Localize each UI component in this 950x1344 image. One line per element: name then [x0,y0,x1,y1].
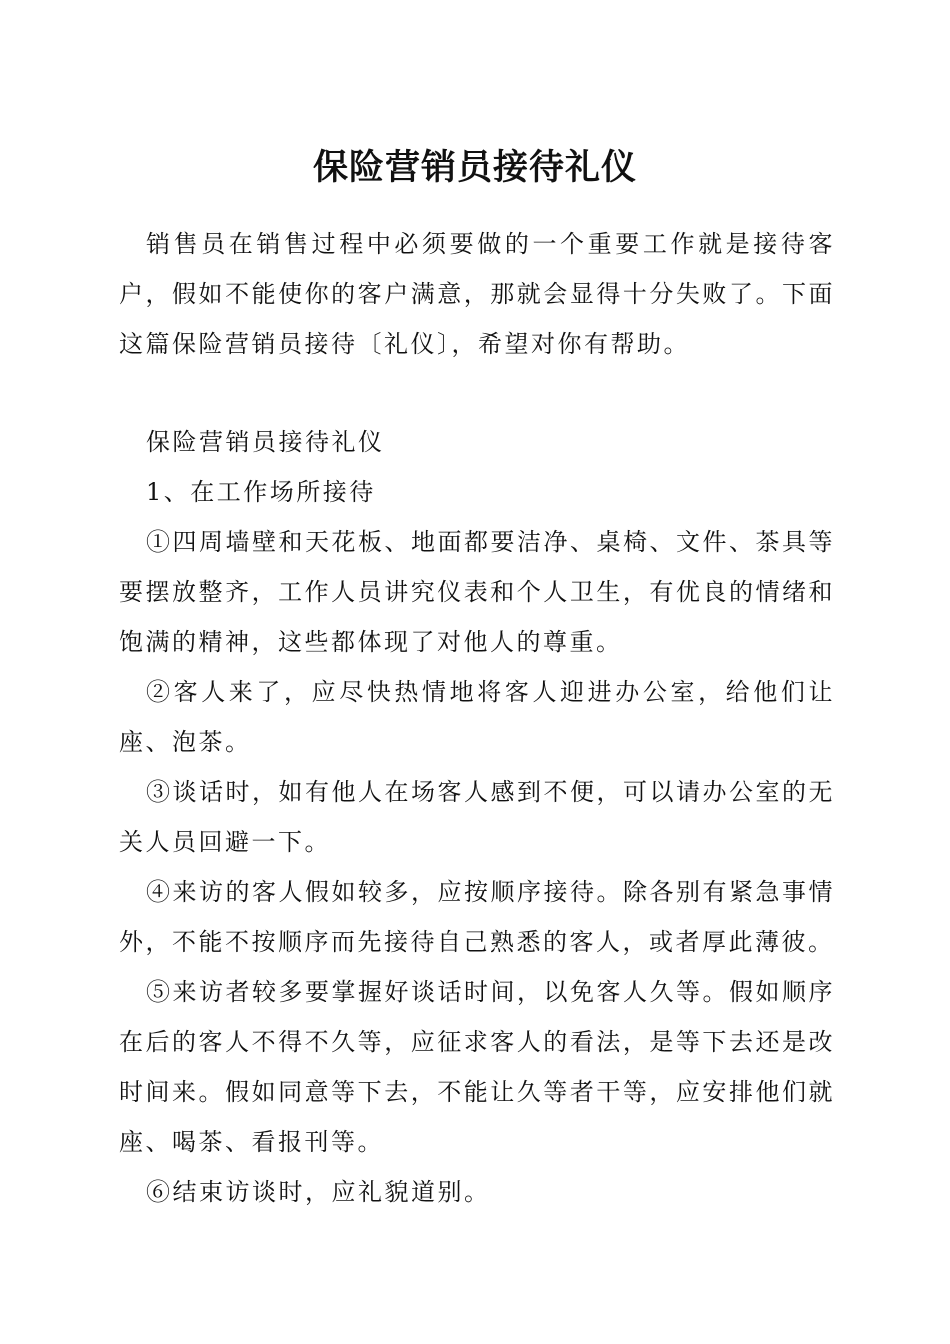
paragraph-2: ②客人来了，应尽快热情地将客人迎进办公室，给他们让座、泡茶。 [119,678,835,756]
page-title: 保险营销员接待礼仪 [312,147,637,188]
paragraph-3: ③谈话时，如有他人在场客人感到不便，可以请办公室的无关人员回避一下。 [119,778,835,856]
intro-paragraph: 销售员在销售过程中必须要做的一个重要工作就是接待客户，假如不能使你的客户满意，那就会显得十分失败了。下面这篇保险营销员接待〔礼仪〕，希望对你有帮助。 [119,230,835,358]
paragraph-5: ⑤来访者较多要掌握好谈话时间，以免客人久等。假如顺序在后的客人不得不久等，应征求客人的看法，是等下去还是改时间来。假如同意等下去，不能让久等者干等，应安排他们就座、喝茶、看报刊等。 [119,978,835,1156]
section-heading: 保险营销员接待礼仪 [146,428,385,456]
paragraph-1: ①四周墙壁和天花板、地面都要洁净、桌椅、文件、茶具等要摆放整齐，工作人员讲究仪表和个人卫生，有优良的情绪和饱满的精神，这些都体现了对他人的尊重。 [119,528,835,656]
section-1-title: 1、在工作场所接待 [146,478,376,506]
paragraph-6: ⑥结束访谈时，应礼貌道别。 [146,1178,491,1206]
paragraph-4: ④来访的客人假如较多，应按顺序接待。除各别有紧急事情外，不能不按顺序而先接待自己熟悉的客人，或者厚此薄彼。 [119,878,835,956]
